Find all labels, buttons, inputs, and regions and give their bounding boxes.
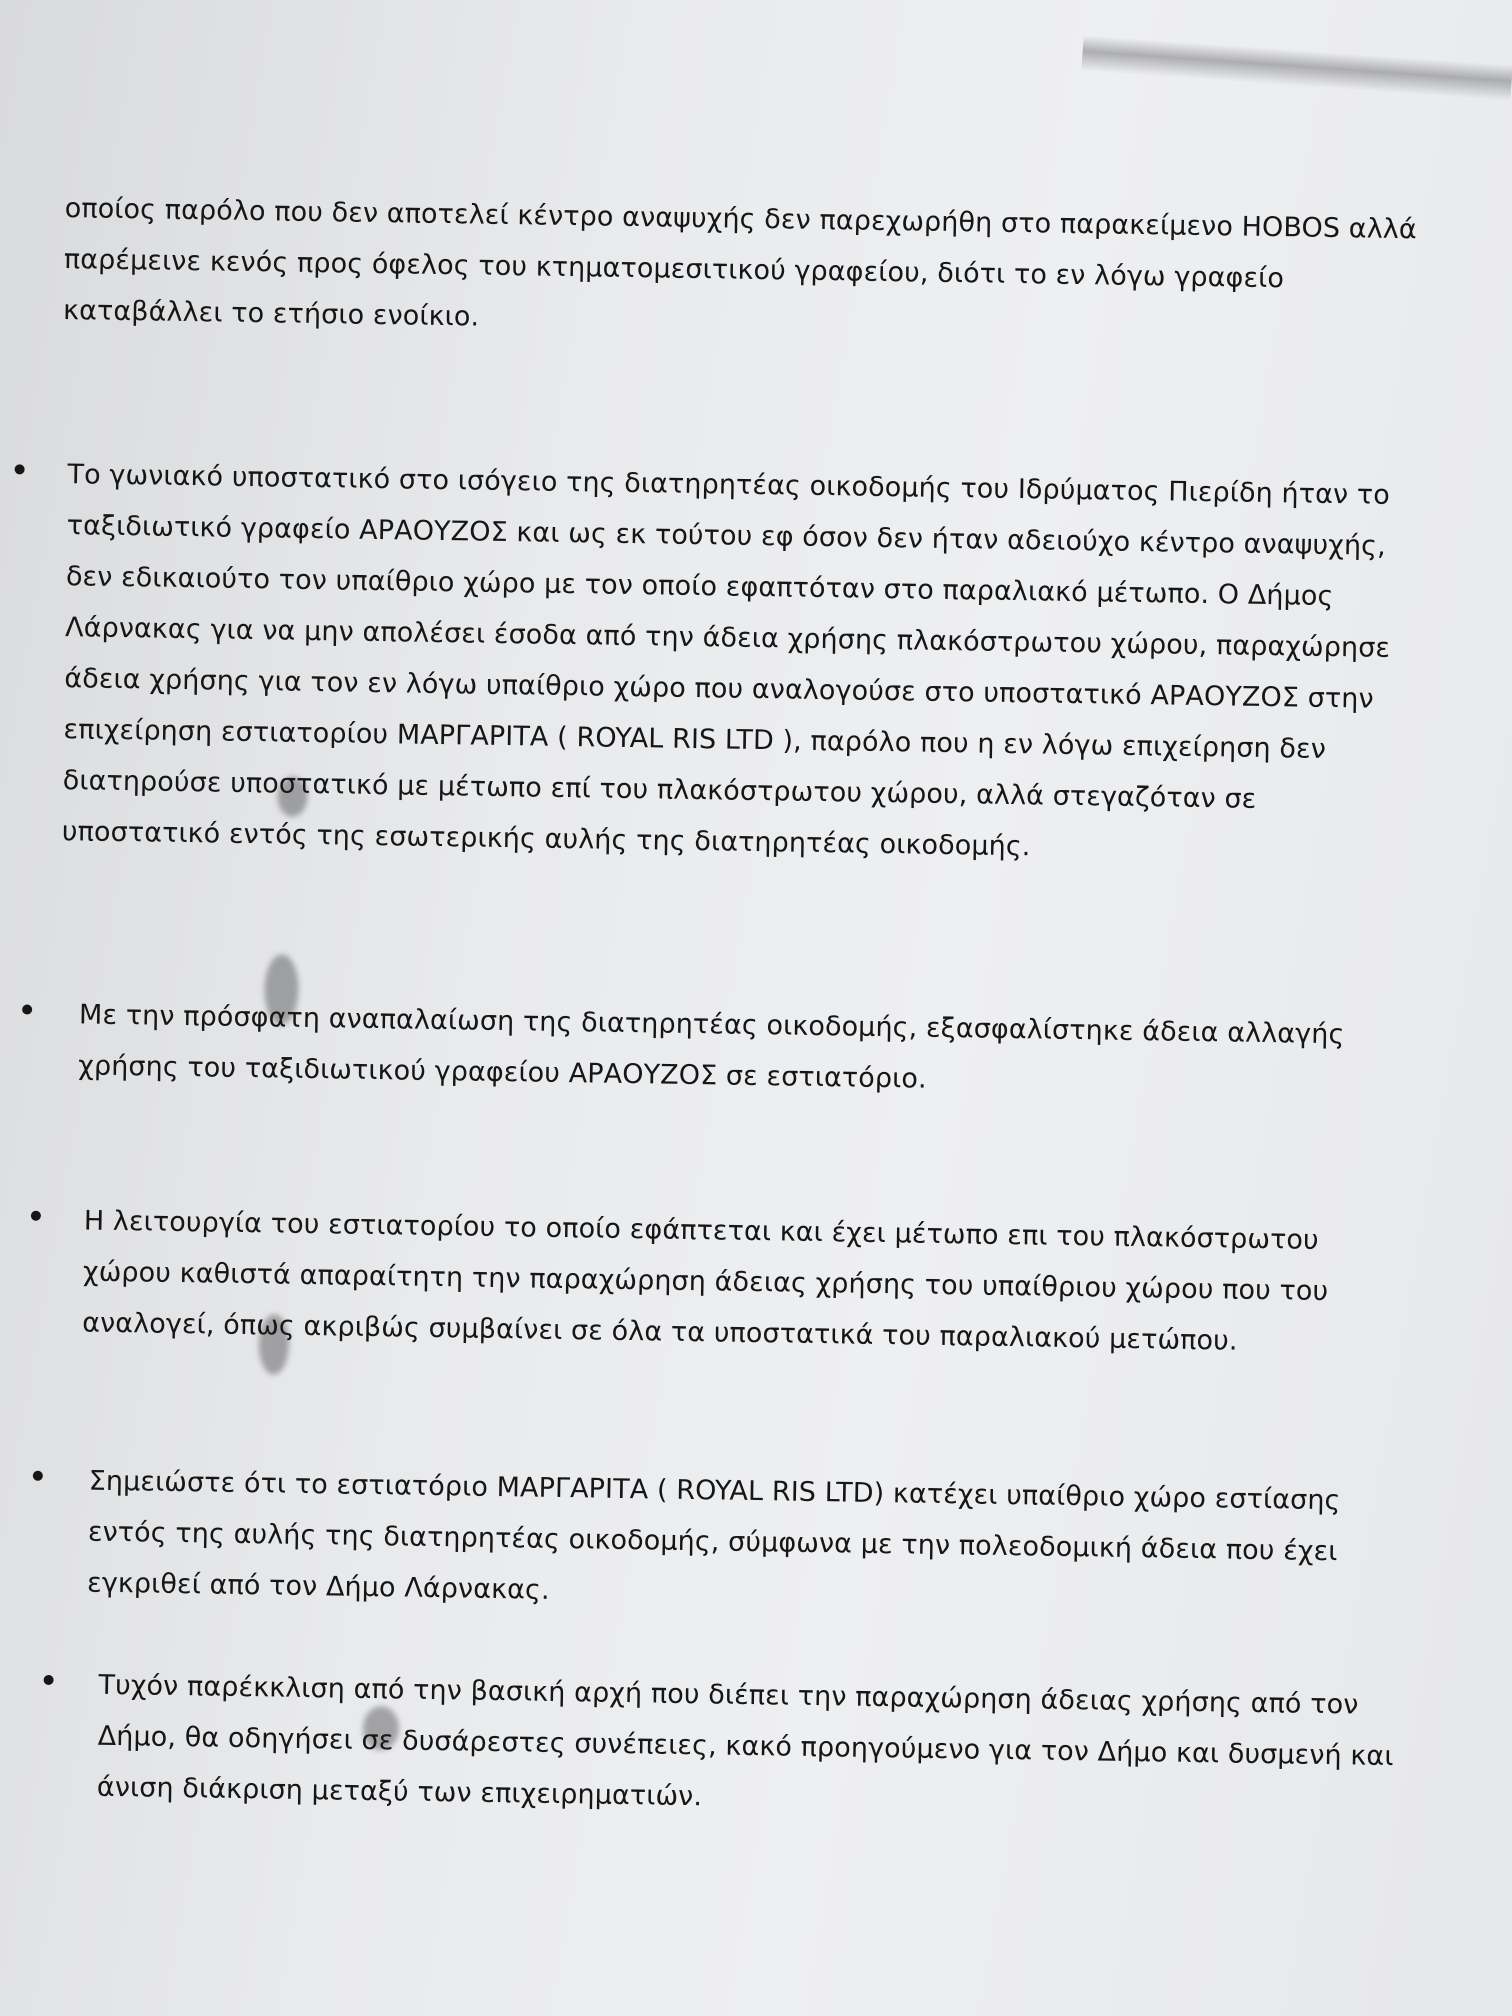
bullet-point bbox=[33, 1471, 43, 1481]
bullet-paragraph-5: Τυχόν παρέκκλιση από την βασική αρχή που διέπει την παραχώρηση άδειας χρήσης από τον Δήμο, θα οδηγήσει σε δυσάρεστες συνέπειες, κακό προηγούμενο για τον Δήμο και δυσμενή και άνιση διάκριση μεταξύ των επιχειρηματιών. bbox=[96, 1669, 1394, 1813]
bullet-point bbox=[44, 1675, 54, 1685]
bullet-paragraph-2: Με την πρόσφατη αναπαλαίωση της διατηρητέας οικοδομής, εξασφαλίστηκε άδεια αλλαγής χρήσης του ταξιδιωτικού γραφείου ΑΡΑΟΥΖΟΣ σε εστιατόριο. bbox=[78, 999, 1345, 1095]
bullet-point bbox=[15, 464, 25, 474]
bullet-point bbox=[22, 1004, 32, 1014]
bullet-point bbox=[31, 1211, 41, 1221]
bullet-paragraph-3: Η λειτουργία του εστιατορίου το οποίο εφάπτεται και έχει μέτωπο επι του πλακόστρωτου χώρου καθιστά απαραίτητη την παραχώρηση άδειας χρήσης του υπαίθριου χώρου που του αναλογεί, όπως ακριβώς συμβαίνει σε όλα τα υποστατικά του παραλιακού μετώπου. bbox=[81, 1205, 1329, 1357]
ink-blot bbox=[258, 1314, 289, 1374]
bullet-paragraph-4: Σημειώστε ότι το εστιατόριο ΜΑΡΓΑΡΙΤΑ ( ROYAL RIS LTD) κατέχει υπαίθριο χώρο εστίασης εντός της αυλής της διατηρητέας οικοδομής, σύμφωνα με την πολεοδομική άδεια που έχει εγκριθεί από τον Δήμο Λάρνακας. bbox=[86, 1465, 1341, 1606]
intro-paragraph: οποίος παρόλο που δεν αποτελεί κέντρο αναψυχής δεν παρεχωρήθη στο παρακείμενο HOBOS αλλά παρέμεινε κενός προς όφελος του κτηματομεσιτικού γραφείου, διότι το εν λόγω γραφείο καταβάλλει το ετήσιο ενοίκιο. bbox=[62, 193, 1418, 333]
bullet-paragraph-1: Το γωνιακό υποστατικό στο ισόγειο της διατηρητέας οικοδομής του Ιδρύματος Πιερίδη ήταν το ταξιδιωτικό γραφείο ΑΡΑΟΥΖΟΣ και ως εκ τούτου εφ όσον δεν ήταν αδειούχο κέντρο αναψυχής, δεν εδικαιούτο τον υπαίθριο χώρο με τον οποίο εφαπτόταν στο παραλιακό μέτωπο. Ο Δήμος Λάρνακας για να μην απολέσει έσοδα από την άδεια χρήσης πλακόστρωτου χώρου, παραχώρησε άδεια χρήσης για τον εν λόγω υπαίθριο χώρο που αναλογούσε στο υποστατικό ΑΡΑΟΥΖΟΣ στην επιχείρηση εστιατορίου ΜΑΡΓΑΡΙΤΑ ( ROYAL RIS LTD ), παρόλο που η εν λόγω επιχείρηση δεν διατηρούσε υποστατικό με μέτωπο επί του πλακόστρωτου χώρου, αλλά στεγαζόταν σε υποστατικό εντός της εσωτερικής αυλής της διατηρητέας οικοδομής. bbox=[61, 459, 1391, 863]
